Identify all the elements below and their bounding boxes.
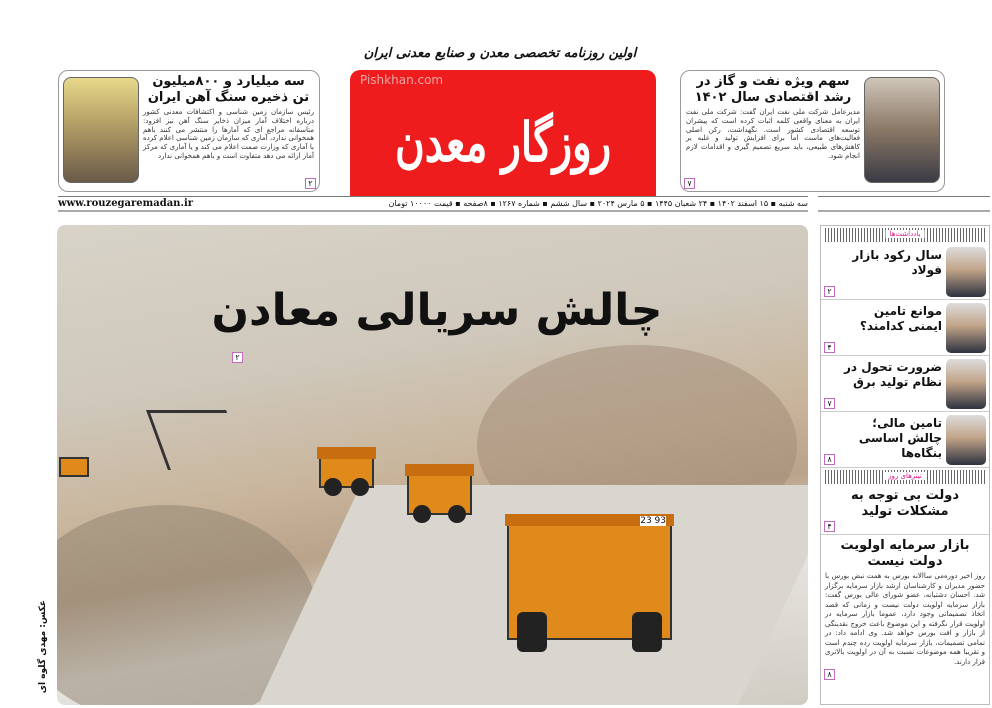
dump-truck <box>507 516 672 640</box>
truck-number: 23 93 <box>640 516 666 526</box>
column-item[interactable] <box>821 412 989 468</box>
page-number: ۲ <box>305 178 316 189</box>
headline-page-number: ۲ <box>232 352 243 363</box>
main-photo-mine <box>57 225 808 705</box>
divider <box>818 196 990 212</box>
page-number: ۴ <box>824 521 835 532</box>
author-photo <box>946 359 986 409</box>
teaser-text <box>686 74 860 177</box>
watermark: Pishkhan.com <box>360 73 444 87</box>
teaser-text <box>143 74 314 177</box>
author-photo <box>946 247 986 297</box>
section-label: یادداشت‌ها <box>886 230 925 238</box>
logo-text: روزگار معدن <box>394 110 612 174</box>
news-title: بازار سرمایه اولویت دولت نیست <box>840 538 970 569</box>
author-photo <box>946 303 986 353</box>
news-title: دولت بی توجه به مشکلات تولید <box>850 488 960 519</box>
author-photo <box>946 415 986 465</box>
right-sidebar <box>820 225 990 705</box>
portrait-photo <box>864 77 940 183</box>
page-number: ۷ <box>684 178 695 189</box>
page-number: ۷ <box>824 398 835 409</box>
section-header-news <box>823 470 987 484</box>
dump-truck <box>59 457 89 477</box>
section-header-notes <box>823 228 987 242</box>
left-teaser-box[interactable] <box>58 70 320 192</box>
portrait-photo <box>63 77 139 183</box>
news-item[interactable] <box>821 535 989 682</box>
website-link[interactable]: www.rouzegaremadan.ir <box>58 198 194 209</box>
column-title: تامین مالی؛ چالش اساسی بنگاه‌ها <box>858 416 942 460</box>
teaser-title: سه میلیارد و ۸۰۰میلیون تن ذخیره سنگ آهن ایران <box>147 74 310 105</box>
issue-date: سه شنبه ▪ ۱۵ اسفند ۱۴۰۲ ▪ ۲۴ شعبان ۱۴۴۵ ▪ ۵ مارس ۲۰۲۴ ▪ سال ششم ▪ شماره ۱۲۶۷ ▪ ۸صفحه ▪ قیمت ۱۰۰۰۰ تومان <box>388 199 808 208</box>
column-item[interactable] <box>821 244 989 300</box>
tagline: اولین روزنامه تخصصی معدن و صنایع معدنی ایران <box>363 46 637 61</box>
page-number: ۸ <box>824 454 835 465</box>
photo-credit: عکس: مهدی گلوه ای <box>38 600 48 694</box>
page-number: ۴ <box>824 342 835 353</box>
dateline-bar <box>58 196 808 212</box>
dump-truck <box>407 470 472 515</box>
teaser-title: سهم ویژه نفت و گاز در رشد اقتصادی سال ۱۴۰۲ <box>694 74 852 105</box>
page-number: ۲ <box>824 286 835 297</box>
right-teaser-box[interactable] <box>680 70 945 192</box>
teaser-body: مدیرعامل شرکت ملی نفت ایران گفت: شرکت ملی نفت ایران به معنای واقعی کلمه اثبات کرده است که پیشران توسعه اقتصادی کشور است. نگهداشت، رکن اصلی فعالیت‌های ماست اما برای افزایش تولید و غلبه بر کاهش‌های طبیعی، باید سریع تصمیم گیری و اقدامات لازم انجام شود. <box>686 108 860 160</box>
masthead-logo <box>350 70 656 196</box>
news-item[interactable] <box>821 486 989 535</box>
column-item[interactable] <box>821 356 989 412</box>
main-headline[interactable]: چالش سریالی معادن <box>211 285 663 336</box>
excavator <box>146 410 248 470</box>
column-title: سال رکود بازار فولاد <box>852 248 942 277</box>
news-body: روز اخیر دوره‌می ساالانه بورس به همت نبض بورس با حضور مدیران و کارشناسان ارشد بازار سرمایه برگزار شد. احسان دشتیانه، عضو شورای عالی بورس گفت: بازار سرمایه اولویت دولت نیست و زمانی که قصد اتخاذ تصمیماتی وجود دارد، عموما بازار سرمایه در اولویت قرار نگرفته و این موضوع باعث خروج نقدینگی از بازار و افت بورس خواهد شد. وی ادامه داد: در تمامی تصمیمات، بازار سرمایه اولویت رده چندم است و تقریبا همه موضوعات نسبت به آن در اولویت بالاتری قرار دارند. <box>825 572 985 666</box>
dump-truck <box>319 453 374 488</box>
page-number: ۸ <box>824 669 835 680</box>
column-title: موانع تامین ایمنی کدامند؟ <box>859 304 942 333</box>
column-title: ضرورت تحول در نظام تولید برق <box>844 360 942 389</box>
teaser-body: رئیس سازمان زمین شناسی و اکتشافات معدنی کشور درباره اختلاف آمار میزان ذخایر سنگ آهن نیز افزود: متاسفانه مراجع ای که آمارها را منتشر می کنند باهم همخوانی ندارد، آماری که سازمان زمین شناسی اعلام کرده با آماری که وزارت صمت اعلام می کند و یا آماری که مرکز آمار ارائه می دهد متفاوت است و باهم همخوانی ندارد <box>143 108 314 160</box>
column-item[interactable] <box>821 300 989 356</box>
section-label: تیترهای روز <box>884 472 926 480</box>
